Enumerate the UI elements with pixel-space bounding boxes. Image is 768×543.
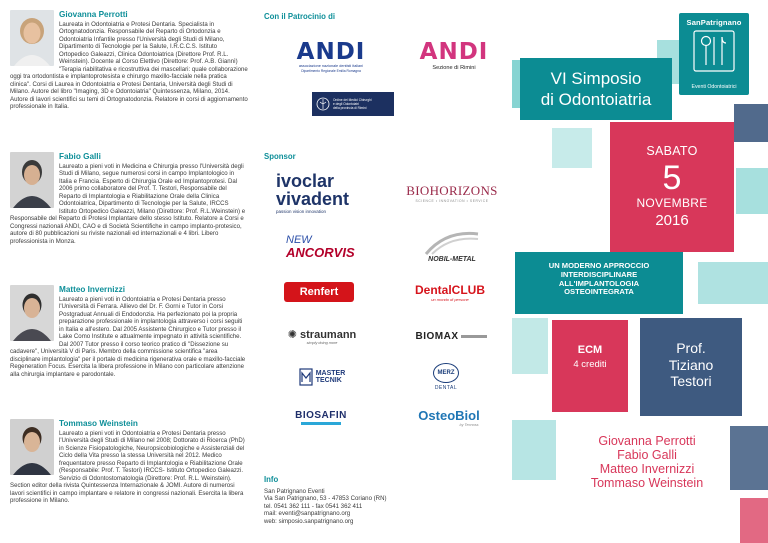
master-wordmark: MASTER <box>315 369 346 377</box>
ivoclar-wordmark: ivoclar <box>276 170 335 191</box>
andi-rimini-logo <box>414 36 494 76</box>
biohorizons-wordmark: BIOHORIZONS <box>406 183 498 198</box>
nobil-metal-graphic-icon <box>422 230 482 256</box>
bio-fabio-galli <box>10 152 248 245</box>
biomax-wordmark: BIOMAX <box>415 330 459 342</box>
straumann-wordmark: straumann <box>300 328 357 341</box>
chair-title: Prof. <box>676 340 706 356</box>
info-organizer: San Patrignano Eventi <box>264 488 325 495</box>
deco-tile <box>512 420 556 480</box>
biosafin-logo <box>286 406 356 428</box>
portrait-tommaso-weinstein <box>10 419 54 475</box>
speaker-name: Fabio Galli <box>59 152 101 161</box>
merz-wordmark: MERZ <box>433 363 459 383</box>
omceo-emblem-icon <box>316 97 330 111</box>
dental-wordmark: DENTAL <box>434 385 458 391</box>
info-website: web: simposio.sanpatrignano.org <box>264 517 354 525</box>
omceo-text-1: Ordine dei Medici Chirurghi <box>333 98 372 102</box>
deco-tile <box>734 104 768 142</box>
ivoclar-tagline: passion vision innovation <box>276 208 327 214</box>
portrait-matteo-invernizzi <box>10 285 54 341</box>
info-block <box>264 488 387 525</box>
andi-subtitle: associazione nazionale dentisti italiani <box>298 63 364 68</box>
speaker-bio-text: Laureato a pieni voti in Odontoiatria e Protesi Dentaria presso l'Università degli Studi di Milano nel 2008; Dottorato di Ricerca (PhD) in Scienze Fisiopatologiche, Neuropsicobiologiche e Assistenziali del Ciclo della Vita presso la stessa Università nel 2012. Medico frequentatore presso Reparto di Implantologia e Riabilitazione Orale (Responsabile: Prof. T. Testori) IRCCS- Istituto Ortopedico Galeazzi. Servizio di Odontostomatologia (Direttore: Prof. R.L. Weinstein). Section editor della rivista Quintessenza Internazionale & JOMI. Autore di numerosi lavori scientifici in campo implantare e relatore in congressi nazionali. Esercita la libera professione in Milano. <box>10 430 245 505</box>
bio-tommaso-weinstein <box>10 419 248 505</box>
bio-matteo-invernizzi <box>10 285 248 378</box>
speaker-bio-text: Laureata in Odontoiatria e Protesi Dentaria. Specialista in Ortognatodonzia. Responsabile del Reparto di Ortodonzia e Odontoiatria Infantile presso l'Università degli Studi di Milano, Dipartimento di Tecnologie per la Salute, I.R.C.C.S. Istituto Ortopedico Galeazzi, Clinica Odontoiatrica (Direttore Prof. R.L. Weinstein). Docente al Corso Elettivo (Direttore: Prof. A.B. Giannì) "Terapia riabilitativa e ricostruttiva dei mascellari: quale collaborazione oggi tra ortodontista e implantoprotesista e chirurgo maxillo-facciale nella pratica clinica". Corsi di Laurea in Odontoiatria e Protesi Dentaria, Università degli Studi di Milano. Autore del libro "Imaging, 3D e Odontoiatria" Quintessenza, Milano, 2014. Autore di lavori scientifici su temi di Ortognatodonzia. Relatore in corsi di aggiornamento professionale in Italia. <box>10 21 248 110</box>
event-title <box>520 58 672 120</box>
ecm-label: ECM <box>577 344 603 356</box>
speaker-name-item: Fabio Galli <box>617 448 677 462</box>
ivoclar-vivadent-logo <box>276 170 372 216</box>
dentalclub-logo <box>402 280 498 304</box>
nobil-metal-wordmark: NOBIL-METAL <box>428 255 476 263</box>
cover-panel <box>512 0 768 543</box>
event-day: SABATO <box>646 144 698 158</box>
event-date <box>610 122 734 252</box>
omceo-rimini-logo <box>312 92 394 116</box>
straumann-logo <box>282 324 362 348</box>
sponsors-panel <box>256 0 512 543</box>
info-address: Via San Patrignano, 53 - 47853 Coriano (RN) <box>264 495 387 503</box>
biomax-bar <box>461 335 487 338</box>
speaker-names-list <box>566 424 728 543</box>
deco-tile <box>512 318 548 374</box>
portrait-giovanna-perrotti <box>10 10 54 66</box>
event-date-number: 5 <box>662 159 682 197</box>
info-title: Info <box>264 475 279 484</box>
biohorizons-logo <box>402 178 502 208</box>
bio-giovanna-perrotti <box>10 10 248 110</box>
biohorizons-tagline: SCIENCE • INNOVATION • SERVICE <box>415 199 489 203</box>
speaker-name-item: Giovanna Perrotti <box>598 434 696 448</box>
chair-last-name: Testori <box>670 373 712 389</box>
event-title-line-2: di Odontoiatria <box>540 90 652 109</box>
theme-line: ALL'IMPLANTOLOGIA <box>558 278 640 288</box>
biomax-logo <box>406 326 496 346</box>
andi-rimini-wordmark: ANDI <box>419 39 489 65</box>
chair-first-name: Tiziano <box>668 356 714 373</box>
info-email: mail: eventi@sanpatrignano.org <box>264 510 351 518</box>
straumann-tagline: simply doing more <box>306 340 338 345</box>
biosafin-wordmark: BIOSAFIN <box>295 409 347 421</box>
deco-tile <box>736 168 768 214</box>
renfert-wordmark: Renfert <box>299 286 339 298</box>
tecnik-wordmark: TECNIK <box>315 377 342 384</box>
event-year: 2016 <box>655 212 689 229</box>
speaker-bios-panel <box>0 0 256 543</box>
chair-speaker <box>640 318 742 416</box>
info-phone: tel. 0541 362 111 - fax 0541 362 411 <box>264 502 363 510</box>
speaker-name-item: Matteo Invernizzi <box>599 462 695 476</box>
merz-dental-logo <box>426 360 466 394</box>
dental-tools-icon <box>692 29 736 77</box>
straumann-emblem-icon: ✺ <box>287 328 297 341</box>
ancorvis-wordmark: ANCORVIS <box>286 245 355 260</box>
event-month: NOVEMBRE <box>636 196 708 210</box>
theme-line: OSTEOINTEGRATA <box>564 287 634 297</box>
omceo-text-2: e degli Odontoiatri <box>333 102 359 106</box>
osteobiol-tagline: by Tecnoss <box>459 422 479 427</box>
dentalclub-tagline: un mondo di persone <box>431 296 469 302</box>
omceo-text-3: della provincia di Rimini <box>333 106 367 110</box>
master-tecnik-logo <box>292 364 352 390</box>
vivadent-wordmark: vivadent <box>276 188 350 209</box>
speaker-name: Tommaso Weinstein <box>59 419 138 428</box>
speaker-bio-text: Laureato a pieni voti in Odontoiatria e Protesi Dentaria presso l'Università di Ferrara. Allievo del Dr. F. Gorni e Tutor in Corsi Postgraduat Annuali di Endodonzia. Ha perfezionato poi la propria preparazione professionale in implantologia attraverso i corsi seguiti in Italia e all'estero. Dal 2005 Assistente Chirurgico e Tutor presso il Lake Como Institute e attualmente impegnato in attività scientifiche. Dal 2007 Tutor presso il corso teorico pratico di "Dissezione su cadavere", Università V di Paris. Membro della commissione scientifica "area disciplinare implantologia" per il portale di medicina rigenerativa orale e maxillo-facciale Regeneration Focus. Esercita la libera professione in Milano con particolare attenzione alla chirurgia implantare e parodontale. <box>10 296 246 378</box>
master-tecnik-emblem-icon <box>299 368 313 386</box>
andi-region: Dipartimento Regionale Emilia Romagna <box>301 68 361 73</box>
dentalclub-wordmark: DentalCLUB <box>414 282 485 297</box>
theme-line: INTERDISCIPLINARE <box>560 269 638 279</box>
nobil-metal-logo <box>406 224 498 268</box>
deco-tile <box>740 498 768 543</box>
new-ancorvis-logo <box>286 230 360 264</box>
theme-line: UN MODERNO APPROCCIO <box>548 261 650 270</box>
renfert-logo <box>284 282 354 302</box>
sanpatrignano-subtitle: Eventi Odontoiatrici <box>691 84 737 90</box>
biosafin-bar <box>301 422 341 425</box>
deco-tile <box>698 262 768 304</box>
andi-logo <box>286 36 376 76</box>
speaker-name: Giovanna Perrotti <box>59 10 128 19</box>
deco-tile <box>552 128 592 168</box>
osteobiol-wordmark: OsteoBiol <box>418 407 480 423</box>
speaker-name: Matteo Invernizzi <box>59 285 125 294</box>
speaker-bio-text: Laureato a pieni voti in Medicina e Chirurgia presso l'Università degli Studi di Milano, segue numerosi corsi in campo Implantologico in Italia e Francia. Esperto di Chirurgia Orale ed Implantoprotesi. Dal 2006 primo collaboratore del Prof. T. Testori, Responsabile del Reparto di Implantologia e Riabilitazione Orale della Clinica Odontoiatrica, Dipartimento di Tecnologie per la Salute, IRCCS Istituto Ortopedico Galeazzi, Milano (Direttore: Prof. R.L.Weinstein) e Responsabile del Reparto di Protesi Implantare dello stesso Istituto. Relatore a Corsi e Congressi nazionali ANDI, CAO e di Società Scientifiche in campo implanto-protesico, autore di 80 pubblicazioni su riviste nazionali ed internazionali e 4 libri. Libero professionista in Monza. <box>10 163 246 245</box>
andi-wordmark: ANDI <box>296 38 366 65</box>
patronage-title: Con il Patrocinio di <box>264 12 336 21</box>
new-ancorvis-top: NEW <box>286 234 312 246</box>
sponsor-title: Sponsor <box>264 152 296 161</box>
sanpatrignano-logo <box>679 13 749 95</box>
sanpatrignano-wordmark: SanPatrignano <box>686 18 742 27</box>
osteobiol-logo <box>404 404 494 430</box>
andi-rimini-subtitle: Sezione di Rimini <box>432 65 476 71</box>
ecm-credits: 4 crediti <box>573 359 607 370</box>
ecm-credits-badge <box>552 320 628 412</box>
event-theme <box>515 252 683 314</box>
portrait-fabio-galli <box>10 152 54 208</box>
deco-tile <box>730 426 768 490</box>
speaker-name-item: Tommaso Weinstein <box>590 476 704 490</box>
event-title-line-1: VI Simposio <box>550 69 642 88</box>
